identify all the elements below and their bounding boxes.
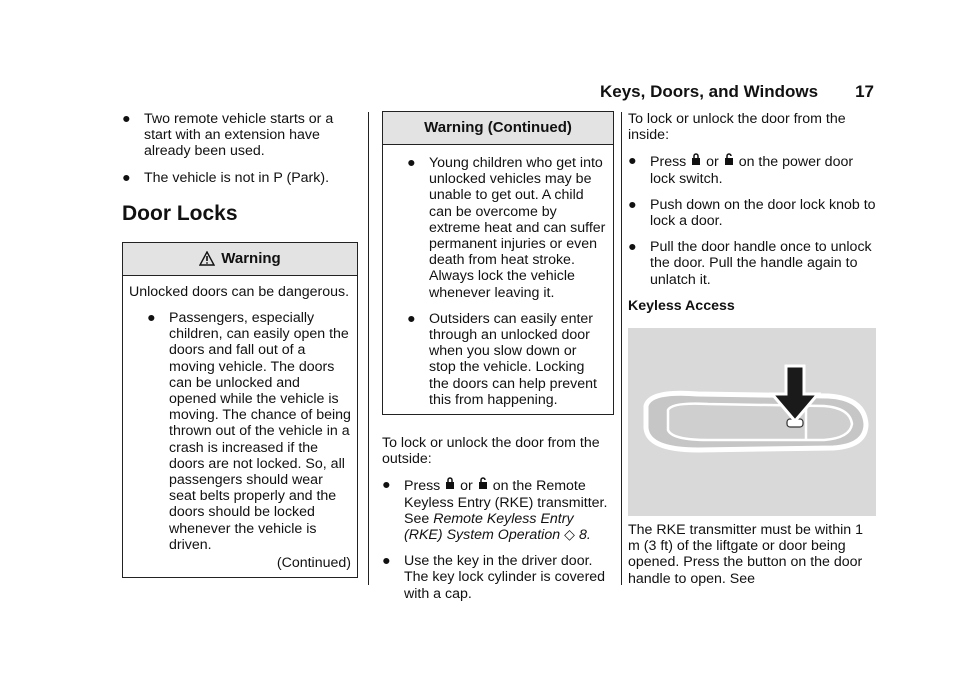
subsection-title: Keyless Access — [628, 297, 735, 314]
column-divider — [368, 112, 369, 585]
continued-label: (Continued) — [276, 555, 351, 572]
list-item: ● Passengers, especially children, can easily open the doors and fall out of a moving vehicle. The doors can be unlocked and opened while the vehicle is moving. The chance of being thrown out of the vehicle in a crash is increased if the doors are not locked. So, all passengers should wear seat belts properly and the doors should be locked whenever the vehicle is driven. — [147, 310, 351, 553]
list-item: ● Two remote vehicle starts or a start with an extension have already been used. — [122, 111, 334, 160]
column-3 — [628, 111, 876, 597]
warning-header: Warning (Continued) — [383, 112, 613, 145]
bullet-dot-icon: ● — [407, 155, 416, 171]
list-item: ● The vehicle is not in P (Park). — [122, 169, 330, 186]
door-handle-illustration — [628, 328, 876, 516]
bullet-dot-icon: ● — [382, 553, 391, 570]
bullet-dot-icon: ● — [122, 169, 131, 186]
warning-body — [383, 145, 613, 414]
running-header — [600, 82, 874, 104]
rke-text: The RKE transmitter must be within 1 m (3 ft) of the liftgate or door being opened. Press the button on the door handle to open. See — [628, 522, 863, 587]
bullet-dot-icon: ● — [407, 310, 416, 327]
bullet-dot-icon: ● — [122, 111, 131, 127]
list-item: ● Outsiders can easily enter through an unlocked door when you slow down or stop the vehicle. Locking the doors can help prevent this from happening. — [407, 310, 597, 408]
inside-intro: To lock or unlock the door from the inside: — [628, 111, 846, 144]
lock-icon — [691, 153, 701, 166]
bullet-dot-icon: ● — [628, 239, 637, 256]
column-1 — [122, 111, 358, 578]
bullet-dot-icon: ● — [382, 477, 391, 494]
bullet-dot-icon: ● — [628, 196, 637, 213]
section-header-title: Keys, Doors, and Windows — [600, 82, 819, 101]
page-number: 17 — [855, 82, 874, 101]
list-item: ● Young children who get into unlocked vehicles may be unable to get out. A child can be overcome by extreme heat and can suffer permanent injuries or even death from heat stroke. Always lock the vehicle whenever leaving it. — [407, 155, 606, 301]
door-handle-drawing — [628, 328, 876, 516]
column-divider — [621, 112, 622, 585]
cross-reference-link[interactable]: Remote Keyless Entry (RKE) System Operation — [404, 510, 574, 544]
list-item: ● Pull the door handle once to unlock the door. Pull the handle again to unlatch it. — [628, 239, 872, 288]
warning-continued-box — [382, 111, 614, 415]
warning-intro: Unlocked doors can be dangerous. — [129, 283, 350, 300]
warning-box — [122, 242, 358, 578]
lock-icon — [445, 477, 455, 490]
warning-triangle-icon — [199, 251, 215, 266]
warning-title: Warning — [221, 249, 281, 267]
unlock-icon — [478, 477, 488, 490]
list-item: ● Push down on the door lock knob to lock a door. — [628, 196, 876, 230]
unlock-icon — [724, 153, 734, 166]
outside-intro: To lock or unlock the door from the outside: — [382, 435, 600, 468]
list-item: ● Press or on the power door lock switch. — [628, 153, 854, 187]
page-reference-icon: ◇ — [564, 527, 575, 544]
column-2 — [382, 111, 614, 612]
section-title: Door Locks — [122, 201, 238, 225]
warning-body — [123, 276, 357, 577]
bullet-dot-icon: ● — [147, 310, 156, 327]
list-item: ● Press or on the Remote Keyless Entry (RKE) transmitter. See Remote Keyless Entry (RKE) System Operation ◇ 8. — [382, 477, 608, 544]
list-item: ● Use the key in the driver door. The key lock cylinder is covered with a cap. — [382, 553, 606, 602]
bullet-dot-icon: ● — [628, 153, 637, 170]
warning-header — [123, 243, 357, 276]
